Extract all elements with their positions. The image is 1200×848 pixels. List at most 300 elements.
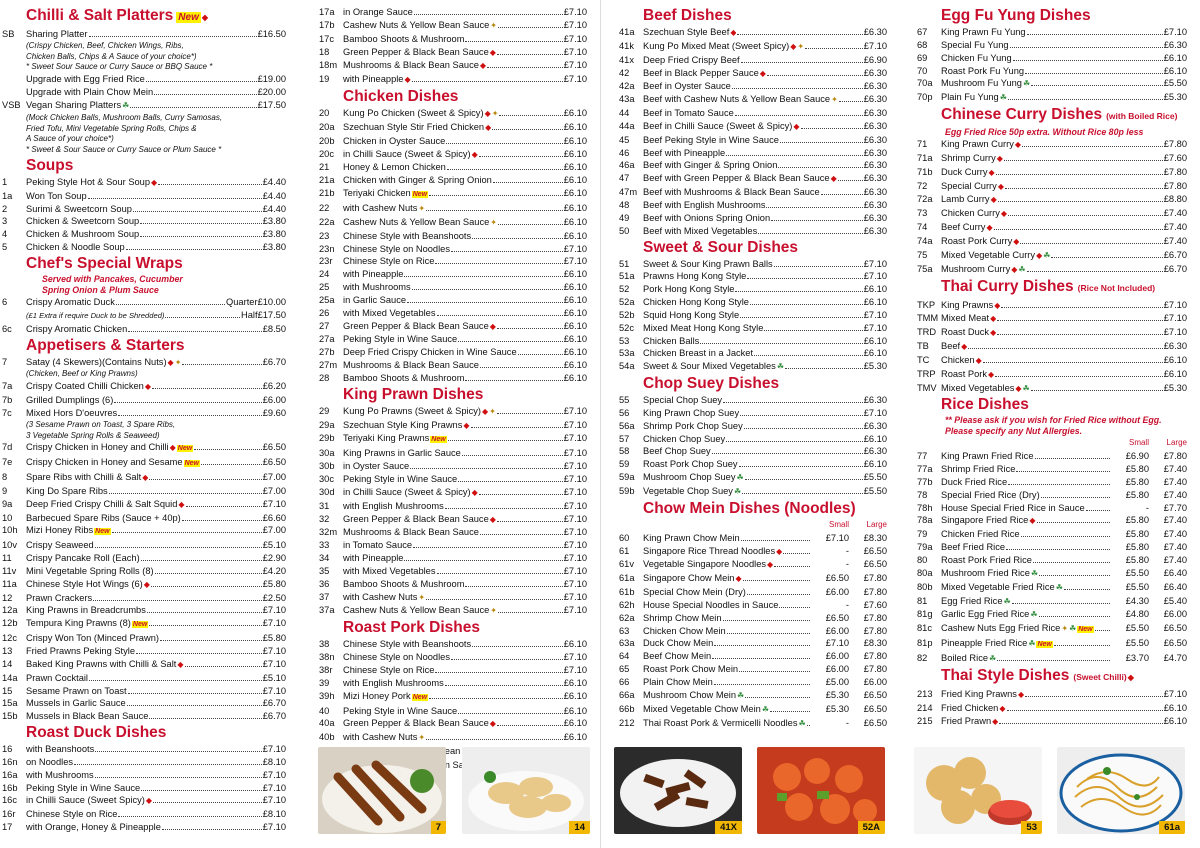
vegan-leaf-icon: ☘ xyxy=(733,487,742,496)
item-name xyxy=(26,215,139,228)
menu-item xyxy=(317,372,587,385)
dot-leader xyxy=(149,479,261,480)
section-subtitle: (Rice Not Included) xyxy=(1077,282,1156,293)
item-name-text: King Prawn Chop Suey xyxy=(643,407,740,418)
item-name-text: Teriyaki King Prawns xyxy=(343,433,430,444)
dot-leader xyxy=(141,790,262,791)
dish-number-tag: 52A xyxy=(858,821,885,834)
item-name-text: with English Mushrooms xyxy=(343,500,444,511)
item-name xyxy=(343,717,496,731)
dot-leader xyxy=(785,368,863,369)
item-name xyxy=(26,743,94,756)
item-name xyxy=(643,270,746,283)
price-large: £7.80 xyxy=(863,625,887,636)
dot-leader xyxy=(740,317,863,318)
dot-leader xyxy=(1008,484,1110,485)
price-small: £5.80 xyxy=(1125,542,1149,553)
item-name-text: Crispy Aromatic Chicken xyxy=(26,323,128,334)
item-name-text: Singapore Chow Mein xyxy=(643,573,735,584)
item-name xyxy=(343,359,479,372)
item-name xyxy=(643,40,804,54)
chilli-icon: ◆ xyxy=(1011,264,1018,274)
menu-item xyxy=(915,528,1187,541)
item-name-text: Prawns Hong Kong Style xyxy=(643,271,747,282)
item-name xyxy=(643,599,778,612)
item-name xyxy=(643,172,837,186)
item-name-text: Duck Fried Rice xyxy=(941,476,1008,487)
item-name xyxy=(941,476,1007,489)
price-large: £6.40 xyxy=(1163,567,1187,578)
menu-item xyxy=(617,689,887,703)
item-name-text: Mixed Vegetable Curry xyxy=(941,249,1036,260)
item-code: 72a xyxy=(917,194,933,205)
nut-icon: ✦ xyxy=(1061,624,1069,634)
price: £6.30 xyxy=(863,199,887,210)
item-name xyxy=(643,360,784,374)
item-code: 17c xyxy=(319,33,334,44)
dot-leader xyxy=(492,129,563,130)
menu-item xyxy=(617,347,887,360)
menu-item xyxy=(0,697,286,710)
item-name xyxy=(643,689,744,703)
section-heading xyxy=(643,6,887,25)
dish-number-tag: 7 xyxy=(431,821,446,834)
price: £6.10 xyxy=(563,307,587,318)
item-name xyxy=(26,203,132,216)
item-name-text: Satay (4 Skewers)(Contains Nuts) xyxy=(26,356,167,367)
price: £7.10 xyxy=(262,618,286,629)
item-name-text: Sharing Platter xyxy=(26,29,88,39)
item-code: 20b xyxy=(319,135,335,146)
item-name-text: Special Curry xyxy=(941,180,997,191)
item-name xyxy=(941,637,1053,652)
item-description: (Mock Chicken Balls, Mushroom Balls, Curry Samosas, xyxy=(26,112,223,122)
item-name xyxy=(343,447,461,460)
price: £7.10 xyxy=(563,419,587,430)
item-name xyxy=(26,658,184,672)
price-small: £7.10 xyxy=(825,532,849,543)
item-code: 81 xyxy=(917,595,928,606)
item-name-text: King Prawn Fu Yung xyxy=(941,27,1026,37)
dot-leader xyxy=(778,167,862,168)
item-name xyxy=(343,638,471,651)
menu-item xyxy=(0,769,286,782)
menu-item xyxy=(0,592,286,605)
item-name xyxy=(26,356,181,370)
nut-icon: ✦ xyxy=(418,203,426,213)
item-name xyxy=(26,296,115,309)
menu-item xyxy=(0,539,286,552)
price: £7.10 xyxy=(262,645,286,656)
item-name-text: Vegan Sharing Platters xyxy=(26,99,122,110)
price: £5.30 xyxy=(1163,382,1187,393)
item-code: 12a xyxy=(2,605,18,616)
item-code: 25a xyxy=(319,294,335,305)
dot-leader xyxy=(487,67,563,68)
dot-leader xyxy=(714,684,810,685)
dot-leader xyxy=(149,718,261,719)
new-badge: New xyxy=(412,693,428,701)
item-code: 43a xyxy=(619,94,635,105)
item-name-text: House Special Noodles in Sauce xyxy=(643,599,779,610)
price-small: £5.30 xyxy=(825,703,849,714)
price: £6.10 xyxy=(863,348,887,359)
chilli-icon: ◆ xyxy=(1015,383,1022,393)
dot-leader xyxy=(410,468,563,469)
item-code: 60 xyxy=(619,532,630,543)
price: £6.60 xyxy=(262,512,286,523)
dot-leader xyxy=(1041,497,1110,498)
price: £17.50 xyxy=(257,309,286,320)
dot-leader xyxy=(1007,710,1163,711)
price: £7.10 xyxy=(563,405,587,416)
item-name xyxy=(343,216,497,230)
item-code: 10 xyxy=(2,512,13,523)
menu-item xyxy=(915,77,1187,91)
item-name-text: Chinese Style on Rice xyxy=(343,256,435,267)
menu-item xyxy=(317,174,587,187)
item-name xyxy=(643,134,779,147)
item-code: 65 xyxy=(619,664,630,675)
menu-item xyxy=(915,193,1187,207)
menu-item xyxy=(617,360,887,374)
food-photo xyxy=(914,747,1042,834)
menu-item xyxy=(617,420,887,433)
item-name xyxy=(643,159,777,172)
item-code: 12 xyxy=(2,592,13,603)
price: £7.10 xyxy=(863,271,887,282)
item-name xyxy=(343,230,471,243)
item-name-text: King Prawn Fried Rice xyxy=(941,451,1034,462)
chilli-icon: ◆ xyxy=(999,703,1006,713)
price: £6.70 xyxy=(262,711,286,722)
item-name xyxy=(26,808,117,821)
item-name-text: Mushrooms & Black Bean Sauce xyxy=(343,60,479,71)
item-name xyxy=(343,6,413,19)
price: £6.10 xyxy=(863,459,887,470)
item-name xyxy=(643,532,740,545)
item-name xyxy=(643,471,744,485)
chilli-icon: ◆ xyxy=(1127,672,1134,682)
item-name xyxy=(343,419,470,433)
item-name xyxy=(343,33,464,46)
price: £6.10 xyxy=(563,718,587,729)
menu-item xyxy=(915,514,1187,528)
menu-item xyxy=(915,652,1187,666)
price-large: £7.80 xyxy=(863,651,887,662)
dot-leader xyxy=(127,705,262,706)
item-name xyxy=(941,39,1009,52)
size-small-label: Small xyxy=(828,519,849,529)
price: £6.30 xyxy=(863,81,887,92)
price: £6.10 xyxy=(1163,52,1187,63)
item-name-text: with Beanshoots xyxy=(26,744,95,755)
item-code: 62h xyxy=(619,599,635,610)
item-name-text: Green Pepper & Black Bean Sauce xyxy=(343,320,489,331)
menu-item xyxy=(617,663,887,676)
item-code: 7b xyxy=(2,395,13,406)
dot-leader xyxy=(126,249,262,250)
item-name-text: Beef with English Mushrooms xyxy=(643,199,766,210)
item-name xyxy=(343,664,434,677)
dot-leader xyxy=(1054,645,1110,646)
price-large: £7.40 xyxy=(1163,555,1187,565)
dot-leader xyxy=(128,693,262,694)
portion-size: Half xyxy=(241,309,258,320)
item-name-text: in Oyster Sauce xyxy=(343,461,410,472)
item-name xyxy=(941,368,994,382)
item-name xyxy=(26,821,161,834)
menu-item xyxy=(617,703,887,717)
chilli-icon: ◆ xyxy=(767,560,774,570)
dot-leader xyxy=(807,725,810,726)
price: £6.30 xyxy=(863,395,887,406)
item-name xyxy=(643,558,773,572)
price: £6.70 xyxy=(1163,249,1187,260)
item-code: 61v xyxy=(619,559,634,570)
menu-item xyxy=(915,581,1187,595)
menu-item xyxy=(317,59,587,73)
item-code: 7e xyxy=(2,457,13,468)
dot-leader xyxy=(182,364,261,365)
dot-leader xyxy=(109,493,262,494)
menu-item xyxy=(0,685,286,698)
item-name xyxy=(941,193,997,207)
menu-item xyxy=(317,526,587,539)
section-title: Rice Dishes xyxy=(941,396,1029,414)
dot-leader xyxy=(151,586,262,587)
item-name-text: Roast Duck xyxy=(941,327,990,338)
item-name xyxy=(643,54,740,67)
item-code: 47m xyxy=(619,187,638,198)
chilli-icon: ◆ xyxy=(830,174,837,184)
price: £7.10 xyxy=(1163,327,1187,338)
item-name xyxy=(643,322,763,335)
item-code: 48 xyxy=(619,199,630,210)
item-name-text: Chicken Curry xyxy=(941,208,1000,219)
dot-leader xyxy=(146,81,257,82)
dot-leader xyxy=(465,380,562,381)
dot-leader xyxy=(201,464,262,465)
item-name-text: Crispy Chicken in Honey and Chilli xyxy=(26,442,169,453)
menu-item xyxy=(617,93,887,107)
price: £7.10 xyxy=(563,486,587,497)
item-description: * Sweet Sour Sauce or Curry Sauce or BBQ Sauce * xyxy=(26,62,213,72)
menu-item xyxy=(317,591,587,605)
menu-item xyxy=(617,625,887,638)
chilli-icon: ◆ xyxy=(463,420,470,430)
menu-item xyxy=(317,405,587,419)
item-name xyxy=(941,207,1007,221)
item-name-text: with Mixed Vegetables xyxy=(343,307,436,318)
chilli-icon: ◆ xyxy=(1013,236,1020,246)
item-name-text: Vegetable Chop Suey xyxy=(643,486,733,496)
item-code: 9 xyxy=(2,485,8,496)
item-name xyxy=(343,255,434,268)
item-name-text: with Pineapple xyxy=(343,269,404,280)
price-small: £5.50 xyxy=(1125,567,1149,578)
item-code: 3 xyxy=(2,216,8,227)
dot-leader xyxy=(745,479,863,480)
menu-item xyxy=(0,578,286,592)
price: £7.10 xyxy=(563,7,587,17)
item-code: 36 xyxy=(319,578,330,589)
item-name-text: Chicken Chow Mein xyxy=(643,625,726,636)
menu-item xyxy=(0,808,286,821)
item-name xyxy=(343,705,457,718)
section-title: Beef Dishes xyxy=(643,7,732,24)
price: £7.00 xyxy=(262,485,286,496)
item-code: 10v xyxy=(2,540,17,551)
chilli-icon: ◆ xyxy=(793,121,800,131)
item-code: 215 xyxy=(917,716,933,727)
menu-item xyxy=(617,637,887,650)
menu-item xyxy=(0,309,286,323)
item-name-text: Plain Fu Yung xyxy=(941,92,999,103)
dot-leader xyxy=(1025,696,1163,697)
item-name-text: Peking Style in Wine Sauce xyxy=(343,334,458,345)
price: £6.10 xyxy=(563,677,587,688)
dot-leader xyxy=(185,666,262,667)
menu-item xyxy=(317,230,587,243)
menu-item xyxy=(0,323,286,336)
price: £7.00 xyxy=(262,525,286,536)
item-name xyxy=(941,463,1015,476)
dot-leader xyxy=(780,142,863,143)
menu-item xyxy=(0,441,286,456)
item-code: 16r xyxy=(2,809,16,820)
item-name xyxy=(343,432,447,447)
menu-item xyxy=(915,65,1187,78)
dot-leader xyxy=(1086,510,1110,511)
section-title: Roast Duck Dishes xyxy=(26,724,167,742)
price: £7.10 xyxy=(1163,313,1187,324)
menu-item xyxy=(617,258,887,271)
item-name-text: Mixed Hors D'oeuvres xyxy=(26,407,118,418)
item-code: 38r xyxy=(319,664,333,675)
menu-item xyxy=(0,28,286,41)
item-name xyxy=(26,380,151,394)
chilli-icon: ◆ xyxy=(489,47,496,57)
item-name xyxy=(26,228,139,241)
price-small: £5.50 xyxy=(1125,581,1149,592)
price: £6.70 xyxy=(1163,263,1187,274)
dot-leader xyxy=(93,600,262,601)
section-note: Egg Fried Rice 50p extra. Without Rice 80p less xyxy=(945,127,1144,138)
item-name xyxy=(343,174,492,187)
item-code: 17a xyxy=(319,7,335,17)
price: £7.10 xyxy=(262,822,286,833)
item-description: (Chicken, Beef or King Prawns) xyxy=(26,369,138,379)
price-large: £6.50 xyxy=(863,717,887,728)
dot-leader xyxy=(723,402,863,403)
menu-item xyxy=(617,532,887,545)
item-name-text: King Do Spare Ribs xyxy=(26,485,108,496)
item-name-text: Upgrade with Egg Fried Rice xyxy=(26,74,145,85)
price: £5.50 xyxy=(863,486,887,496)
chilli-icon: ◆ xyxy=(404,75,411,85)
item-code: 80a xyxy=(917,567,933,578)
price: £7.10 xyxy=(262,498,286,509)
nut-icon: ✦ xyxy=(489,406,496,416)
item-name xyxy=(941,221,993,235)
menu-item xyxy=(0,743,286,756)
price: £7.10 xyxy=(563,513,587,524)
item-name xyxy=(941,652,996,666)
menu-item xyxy=(317,294,587,307)
dot-leader xyxy=(118,415,262,416)
dot-leader xyxy=(801,128,863,129)
menu-item xyxy=(317,513,587,527)
menu-item xyxy=(915,207,1187,221)
item-code: 74 xyxy=(917,222,928,233)
price-small: - xyxy=(845,559,849,570)
dot-leader xyxy=(141,560,262,561)
size-large-label: Large xyxy=(866,519,887,529)
item-name xyxy=(643,120,800,134)
menu-item xyxy=(617,445,887,458)
dot-leader xyxy=(465,41,562,42)
price: £7.10 xyxy=(262,685,286,696)
price-large: £7.60 xyxy=(863,599,887,610)
vegan-leaf-icon: ☘ xyxy=(1069,624,1077,634)
menu-column-3 xyxy=(617,6,887,730)
menu-item xyxy=(617,134,887,147)
item-code: 46a xyxy=(619,160,635,171)
item-name xyxy=(343,604,497,618)
item-name-text: Green Pepper & Black Bean Sauce xyxy=(343,718,489,729)
item-code: 11v xyxy=(2,565,17,576)
item-code: 29b xyxy=(319,433,335,444)
dot-leader xyxy=(764,330,862,331)
dot-leader xyxy=(726,155,863,156)
item-name xyxy=(941,608,1038,622)
dot-leader xyxy=(435,263,562,264)
dot-leader xyxy=(158,184,262,185)
section-heading xyxy=(941,395,1187,414)
chilli-icon: ◆ xyxy=(151,177,158,187)
item-name xyxy=(343,307,436,320)
price: £5.80 xyxy=(262,633,286,644)
item-code: 70a xyxy=(917,78,933,89)
dot-leader xyxy=(1013,60,1163,61)
menu-item xyxy=(915,463,1187,476)
item-name-text: with Cashew Nuts xyxy=(343,202,418,213)
item-name xyxy=(26,241,125,254)
item-name-text: Mushrooms & Black Bean Sauce xyxy=(343,527,479,538)
price: £6.10 xyxy=(563,282,587,293)
dot-leader xyxy=(451,251,563,252)
dot-leader xyxy=(1095,630,1110,631)
item-name-text: Chinese Style on Rice xyxy=(343,664,435,675)
item-name xyxy=(643,309,739,322)
item-name-text: King Prawns in Breadcrumbs xyxy=(26,605,146,616)
dot-leader xyxy=(735,115,863,116)
dot-leader xyxy=(429,698,563,699)
price: £6.10 xyxy=(863,335,887,346)
price-small: - xyxy=(845,599,849,610)
menu-item xyxy=(617,283,887,296)
dot-leader xyxy=(723,620,810,621)
item-code: 77a xyxy=(917,464,933,475)
price-large: £6.50 xyxy=(863,545,887,556)
item-name-text: Roast Pork Chop Suey xyxy=(643,459,738,470)
menu-item xyxy=(317,690,587,705)
price: £7.10 xyxy=(563,256,587,267)
price: £6.70 xyxy=(262,356,286,367)
price: £6.10 xyxy=(1163,354,1187,365)
menu-item xyxy=(317,161,587,174)
